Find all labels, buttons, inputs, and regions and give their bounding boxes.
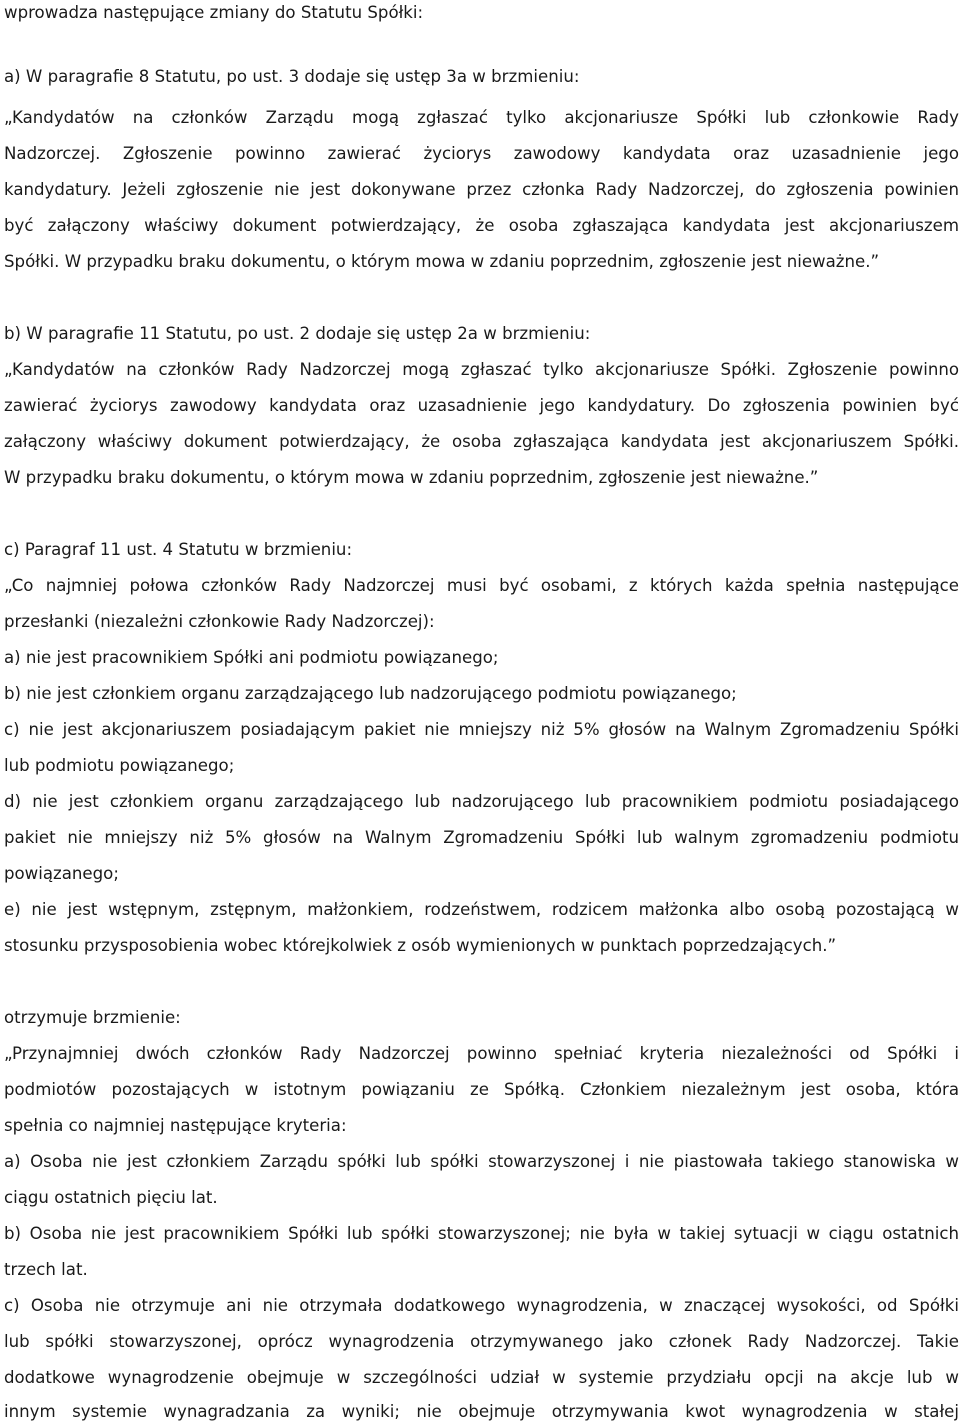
section-c-line: pakiet nie mniejszy niż 5% głosów na Walnym Zgromadzeniu Spółki lub walnym zgromadzeniu podmiotu	[4, 828, 959, 847]
intro-text: wprowadza następujące zmiany do Statutu Spółki:	[4, 3, 424, 22]
section-a-line: Spółki. W przypadku braku dokumentu, o którym mowa w zdaniu poprzednim, zgłoszenie jest nieważne.”	[4, 252, 880, 271]
new-wording-line: c) Osoba nie otrzymuje ani nie otrzymała dodatkowego wynagrodzenia, w znaczącej wysokości, od Spółki	[4, 1296, 959, 1315]
section-b-line: „Kandydatów na członków Rady Nadzorczej mogą zgłaszać tylko akcjonariusze Spółki. Zgłoszenie powinno	[4, 360, 959, 379]
new-wording-line: innym systemie wynagradzania za wyniki; nie obejmuje otrzymywania kwot wynagrodzenia w stałej	[4, 1402, 959, 1421]
section-c-line: stosunku przysposobienia wobec którejkolwiek z osób wymienionych w punktach poprzedzających.”	[4, 936, 837, 955]
section-a-line: „Kandydatów na członków Zarządu mogą zgłaszać tylko akcjonariusze Spółki lub członkowie Rady	[4, 108, 959, 127]
section-c-line: c) nie jest akcjonariuszem posiadającym pakiet nie mniejszy niż 5% głosów na Walnym Zgromadzeniu Spółki	[4, 720, 959, 739]
section-c-line: d) nie jest członkiem organu zarządzającego lub nadzorującego lub pracownikiem podmiotu posiadającego	[4, 792, 959, 811]
section-c-line: e) nie jest wstępnym, zstępnym, małżonkiem, rodzeństwem, rodzicem małżonka albo osobą pozostającą w	[4, 900, 959, 919]
section-c-line: b) nie jest członkiem organu zarządzającego lub nadzorującego podmiotu powiązanego;	[4, 684, 737, 703]
section-a-heading: a) W paragrafie 8 Statutu, po ust. 3 dodaje się ustęp 3a w brzmieniu:	[4, 67, 580, 86]
section-a-line: kandydatury. Jeżeli zgłoszenie nie jest dokonywane przez członka Rady Nadzorczej, do zgłoszenia powinien	[4, 180, 959, 199]
new-wording-line: „Przynajmniej dwóch członków Rady Nadzorczej powinno spełniać kryteria niezależności od Spółki i	[4, 1044, 959, 1063]
section-a-line: być załączony właściwy dokument potwierdzający, że osoba zgłaszająca kandydata jest akcjonariuszem	[4, 216, 959, 235]
section-c-line: powiązanego;	[4, 864, 119, 883]
section-b-line: W przypadku braku dokumentu, o którym mowa w zdaniu poprzednim, zgłoszenie jest nieważne.”	[4, 468, 819, 487]
new-wording-line: ciągu ostatnich pięciu lat.	[4, 1188, 218, 1207]
new-wording-line: dodatkowe wynagrodzenie obejmuje w szczególności udział w systemie przydziału opcji na akcje lub w	[4, 1368, 959, 1387]
section-b-line: zawierać życiorys zawodowy kandydata oraz uzasadnienie jego kandydatury. Do zgłoszenia powinien być	[4, 396, 959, 415]
section-c-line: „Co najmniej połowa członków Rady Nadzorczej musi być osobami, z których każda spełnia następujące	[4, 576, 959, 595]
section-c-line: przesłanki (niezależni członkowie Rady Nadzorczej):	[4, 612, 435, 631]
section-b-heading: b) W paragrafie 11 Statutu, po ust. 2 dodaje się ustęp 2a w brzmieniu:	[4, 324, 591, 343]
new-wording-line: b) Osoba nie jest pracownikiem Spółki lub spółki stowarzyszonej; nie była w takiej sytuacji w ciągu ostatnich	[4, 1224, 959, 1243]
new-wording-heading: otrzymuje brzmienie:	[4, 1008, 181, 1027]
section-c-heading: c) Paragraf 11 ust. 4 Statutu w brzmieniu:	[4, 540, 353, 559]
section-c-line: lub podmiotu powiązanego;	[4, 756, 235, 775]
new-wording-line: podmiotów pozostających w istotnym powiązaniu ze Spółką. Członkiem niezależnym jest osoba, która	[4, 1080, 959, 1099]
new-wording-line: trzech lat.	[4, 1260, 88, 1279]
new-wording-line: lub spółki stowarzyszonej, oprócz wynagrodzenia otrzymywanego jako członek Rady Nadzorczej. Takie	[4, 1332, 959, 1351]
new-wording-line: spełnia co najmniej następujące kryteria:	[4, 1116, 347, 1135]
section-c-line: a) nie jest pracownikiem Spółki ani podmiotu powiązanego;	[4, 648, 499, 667]
section-a-line: Nadzorczej. Zgłoszenie powinno zawierać życiorys zawodowy kandydata oraz uzasadnienie jego	[4, 144, 959, 163]
section-b-line: załączony właściwy dokument potwierdzający, że osoba zgłaszająca kandydata jest akcjonariuszem Spółki.	[4, 432, 959, 451]
new-wording-line: a) Osoba nie jest członkiem Zarządu spółki lub spółki stowarzyszonej i nie piastowała takiego stanowiska w	[4, 1152, 959, 1171]
